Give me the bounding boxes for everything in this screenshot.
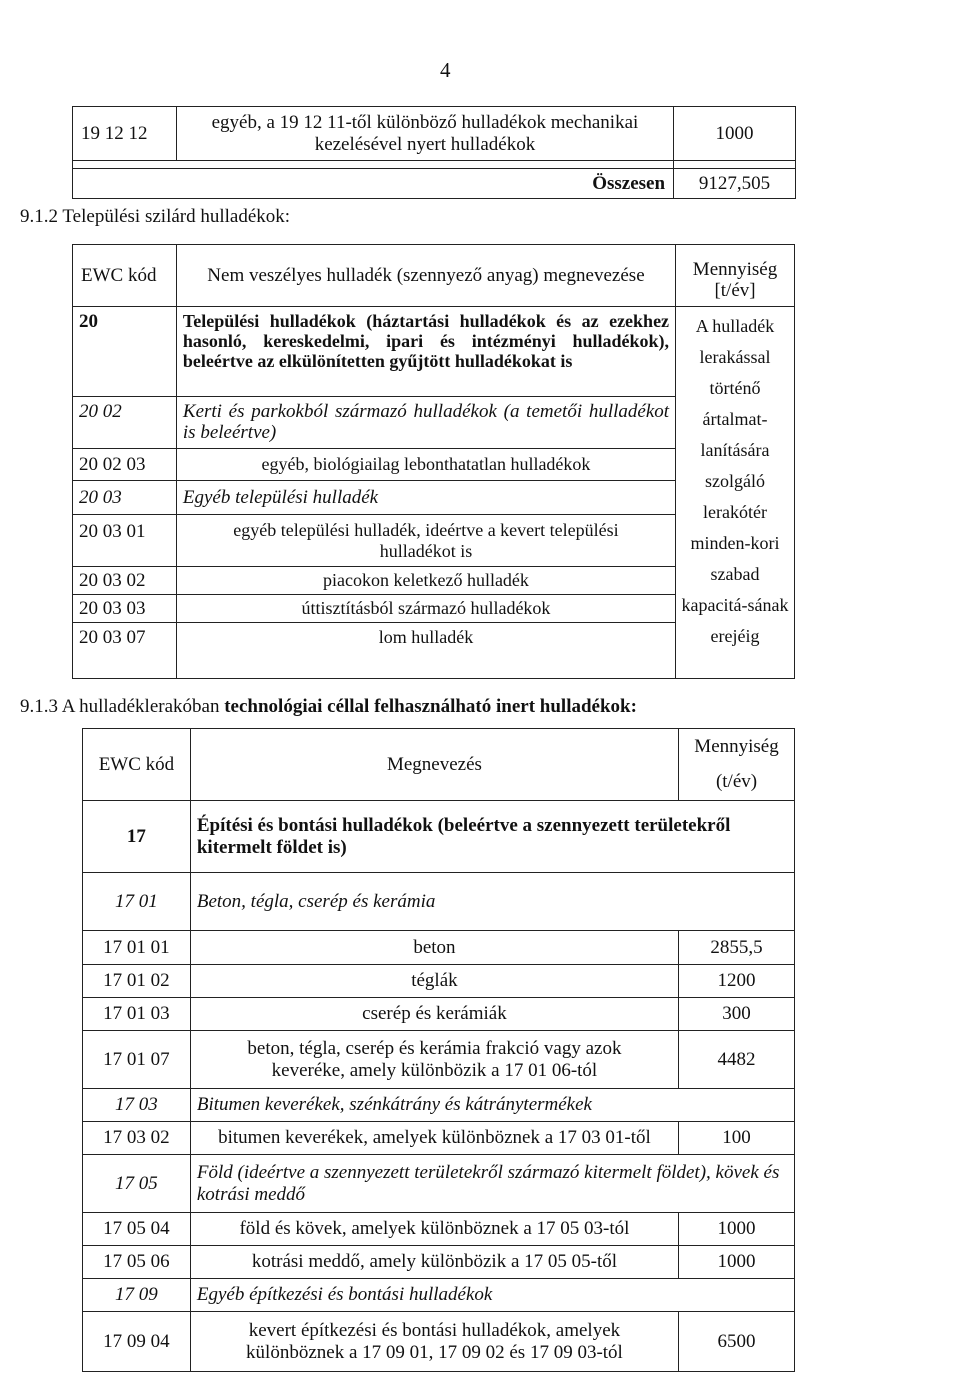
ewc-code: 17 03 02 <box>83 1122 191 1155</box>
waste-description: beton, tégla, cserép és kerámia frakció vagy azok keveréke, amely különbözik a 17 01 06-tól <box>190 1031 678 1089</box>
waste-description: bitumen keverékek, amelyek különböznek a 17 03 01-től <box>190 1122 678 1155</box>
ewc-code: 17 05 06 <box>83 1246 191 1279</box>
waste-description: Egyéb építkezési és bontási hulladékok <box>190 1279 794 1312</box>
table-row <box>73 307 795 397</box>
waste-description: Építési és bontási hulladékok (beleértve a szennyezett területekről kitermelt földet is) <box>190 801 794 873</box>
waste-description: föld és kövek, amelyek különböznek a 17 05 03-tól <box>190 1213 678 1246</box>
section-heading-913 <box>20 696 637 718</box>
ewc-code: 20 03 03 <box>73 595 177 623</box>
waste-description: Beton, tégla, cserép és kerámia <box>190 873 794 931</box>
quantity: 6500 <box>679 1312 795 1372</box>
waste-description: Települési hulladékok (háztartási hulladékok és az ezekhez hasonló, kereskedelmi, ipari és intézményi hulladékok), beleértve az elkülönítetten gyűjtött hulladékokat is <box>176 307 675 397</box>
ewc-code: 20 03 <box>73 481 177 515</box>
quantity: 1200 <box>679 965 795 998</box>
header-description: Nem veszélyes hulladék (szennyező anyag) megnevezése <box>176 245 675 307</box>
municipal-waste-table <box>72 244 795 679</box>
header-quantity: Mennyiség (t/év) <box>679 729 795 801</box>
ewc-code: 17 01 02 <box>83 965 191 998</box>
waste-description: Föld (ideértve a szennyezett területekről származó kitermelt földet), kövek és kotrási meddő <box>190 1155 794 1213</box>
quantity-note: A hulladék lerakással történő ártalmat-lanítására szolgáló lerakótér minden-kori szabad kapacitá-sának erejéig <box>676 307 795 679</box>
table-continuation <box>72 106 796 199</box>
ewc-code: 17 <box>83 801 191 873</box>
waste-description: kevert építkezési és bontási hulladékok, amelyek különböznek a 17 09 01, 17 09 02 és 17 09 03-tól <box>190 1312 678 1372</box>
waste-description: cserép és kerámiák <box>190 998 678 1031</box>
ewc-code: 20 03 07 <box>73 623 177 679</box>
table-row <box>83 1122 795 1155</box>
waste-description: egyéb, biológiailag lebonthatatlan hulladékok <box>176 449 675 481</box>
table-row <box>83 1213 795 1246</box>
table-header <box>83 729 795 801</box>
total-row <box>73 169 796 199</box>
waste-description: piacokon keletkező hulladék <box>176 567 675 595</box>
header-description: Megnevezés <box>190 729 678 801</box>
table-header <box>73 245 795 307</box>
header-quantity: Mennyiség [t/év] <box>676 245 795 307</box>
quantity: 1000 <box>674 107 796 161</box>
waste-description: lom hulladék <box>176 623 675 679</box>
table-row <box>83 1155 795 1213</box>
ewc-code: 17 05 04 <box>83 1213 191 1246</box>
header-ewc-code: EWC kód <box>73 245 177 307</box>
ewc-code: 17 09 04 <box>83 1312 191 1372</box>
table-row <box>83 1312 795 1372</box>
table-row <box>73 107 796 161</box>
waste-description: Kerti és parkokból származó hulladékok (a temetői hulladékot is beleértve) <box>176 397 675 449</box>
table-row <box>83 998 795 1031</box>
ewc-code: 20 02 <box>73 397 177 449</box>
ewc-code: 20 <box>73 307 177 397</box>
waste-description: úttisztításból származó hulladékok <box>176 595 675 623</box>
quantity: 300 <box>679 998 795 1031</box>
waste-description: beton <box>190 931 678 965</box>
header-ewc-code: EWC kód <box>83 729 191 801</box>
quantity: 100 <box>679 1122 795 1155</box>
table-row <box>83 965 795 998</box>
table-row <box>83 801 795 873</box>
ewc-code: 17 05 <box>83 1155 191 1213</box>
quantity: 2855,5 <box>679 931 795 965</box>
quantity: 1000 <box>679 1213 795 1246</box>
ewc-code: 17 01 07 <box>83 1031 191 1089</box>
table-row <box>83 1031 795 1089</box>
heading-bold: technológiai céllal felhasználható inert hulladékok: <box>224 696 637 717</box>
waste-description: Egyéb települési hulladék <box>176 481 675 515</box>
table-row <box>83 873 795 931</box>
waste-description: kotrási meddő, amely különbözik a 17 05 05-től <box>190 1246 678 1279</box>
heading-prefix: 9.1.3 A hulladéklerakóban <box>20 696 225 717</box>
ewc-code: 20 03 01 <box>73 515 177 567</box>
quantity: 4482 <box>679 1031 795 1089</box>
table-row <box>83 1279 795 1312</box>
ewc-code: 19 12 12 <box>73 107 177 161</box>
ewc-code: 17 01 03 <box>83 998 191 1031</box>
ewc-code: 17 01 <box>83 873 191 931</box>
table-row <box>83 1246 795 1279</box>
waste-description: Bitumen keverékek, szénkátrány és kátránytermékek <box>190 1089 794 1122</box>
ewc-code: 17 09 <box>83 1279 191 1312</box>
ewc-code: 20 03 02 <box>73 567 177 595</box>
page-number: 4 <box>440 58 451 82</box>
inert-waste-table <box>82 728 795 1372</box>
ewc-code: 20 02 03 <box>73 449 177 481</box>
waste-description: téglák <box>190 965 678 998</box>
quantity: 1000 <box>679 1246 795 1279</box>
total-value: 9127,505 <box>674 169 796 199</box>
section-heading-912: 9.1.2 Települési szilárd hulladékok: <box>20 206 291 227</box>
waste-description: egyéb települési hulladék, ideértve a kevert települési hulladékot is <box>176 515 675 567</box>
ewc-code: 17 01 01 <box>83 931 191 965</box>
total-label: Összesen <box>73 169 674 199</box>
table-row <box>83 931 795 965</box>
waste-description: egyéb, a 19 12 11-től különböző hulladékok mechanikai kezelésével nyert hulladékok <box>176 107 673 161</box>
ewc-code: 17 03 <box>83 1089 191 1122</box>
table-row <box>83 1089 795 1122</box>
